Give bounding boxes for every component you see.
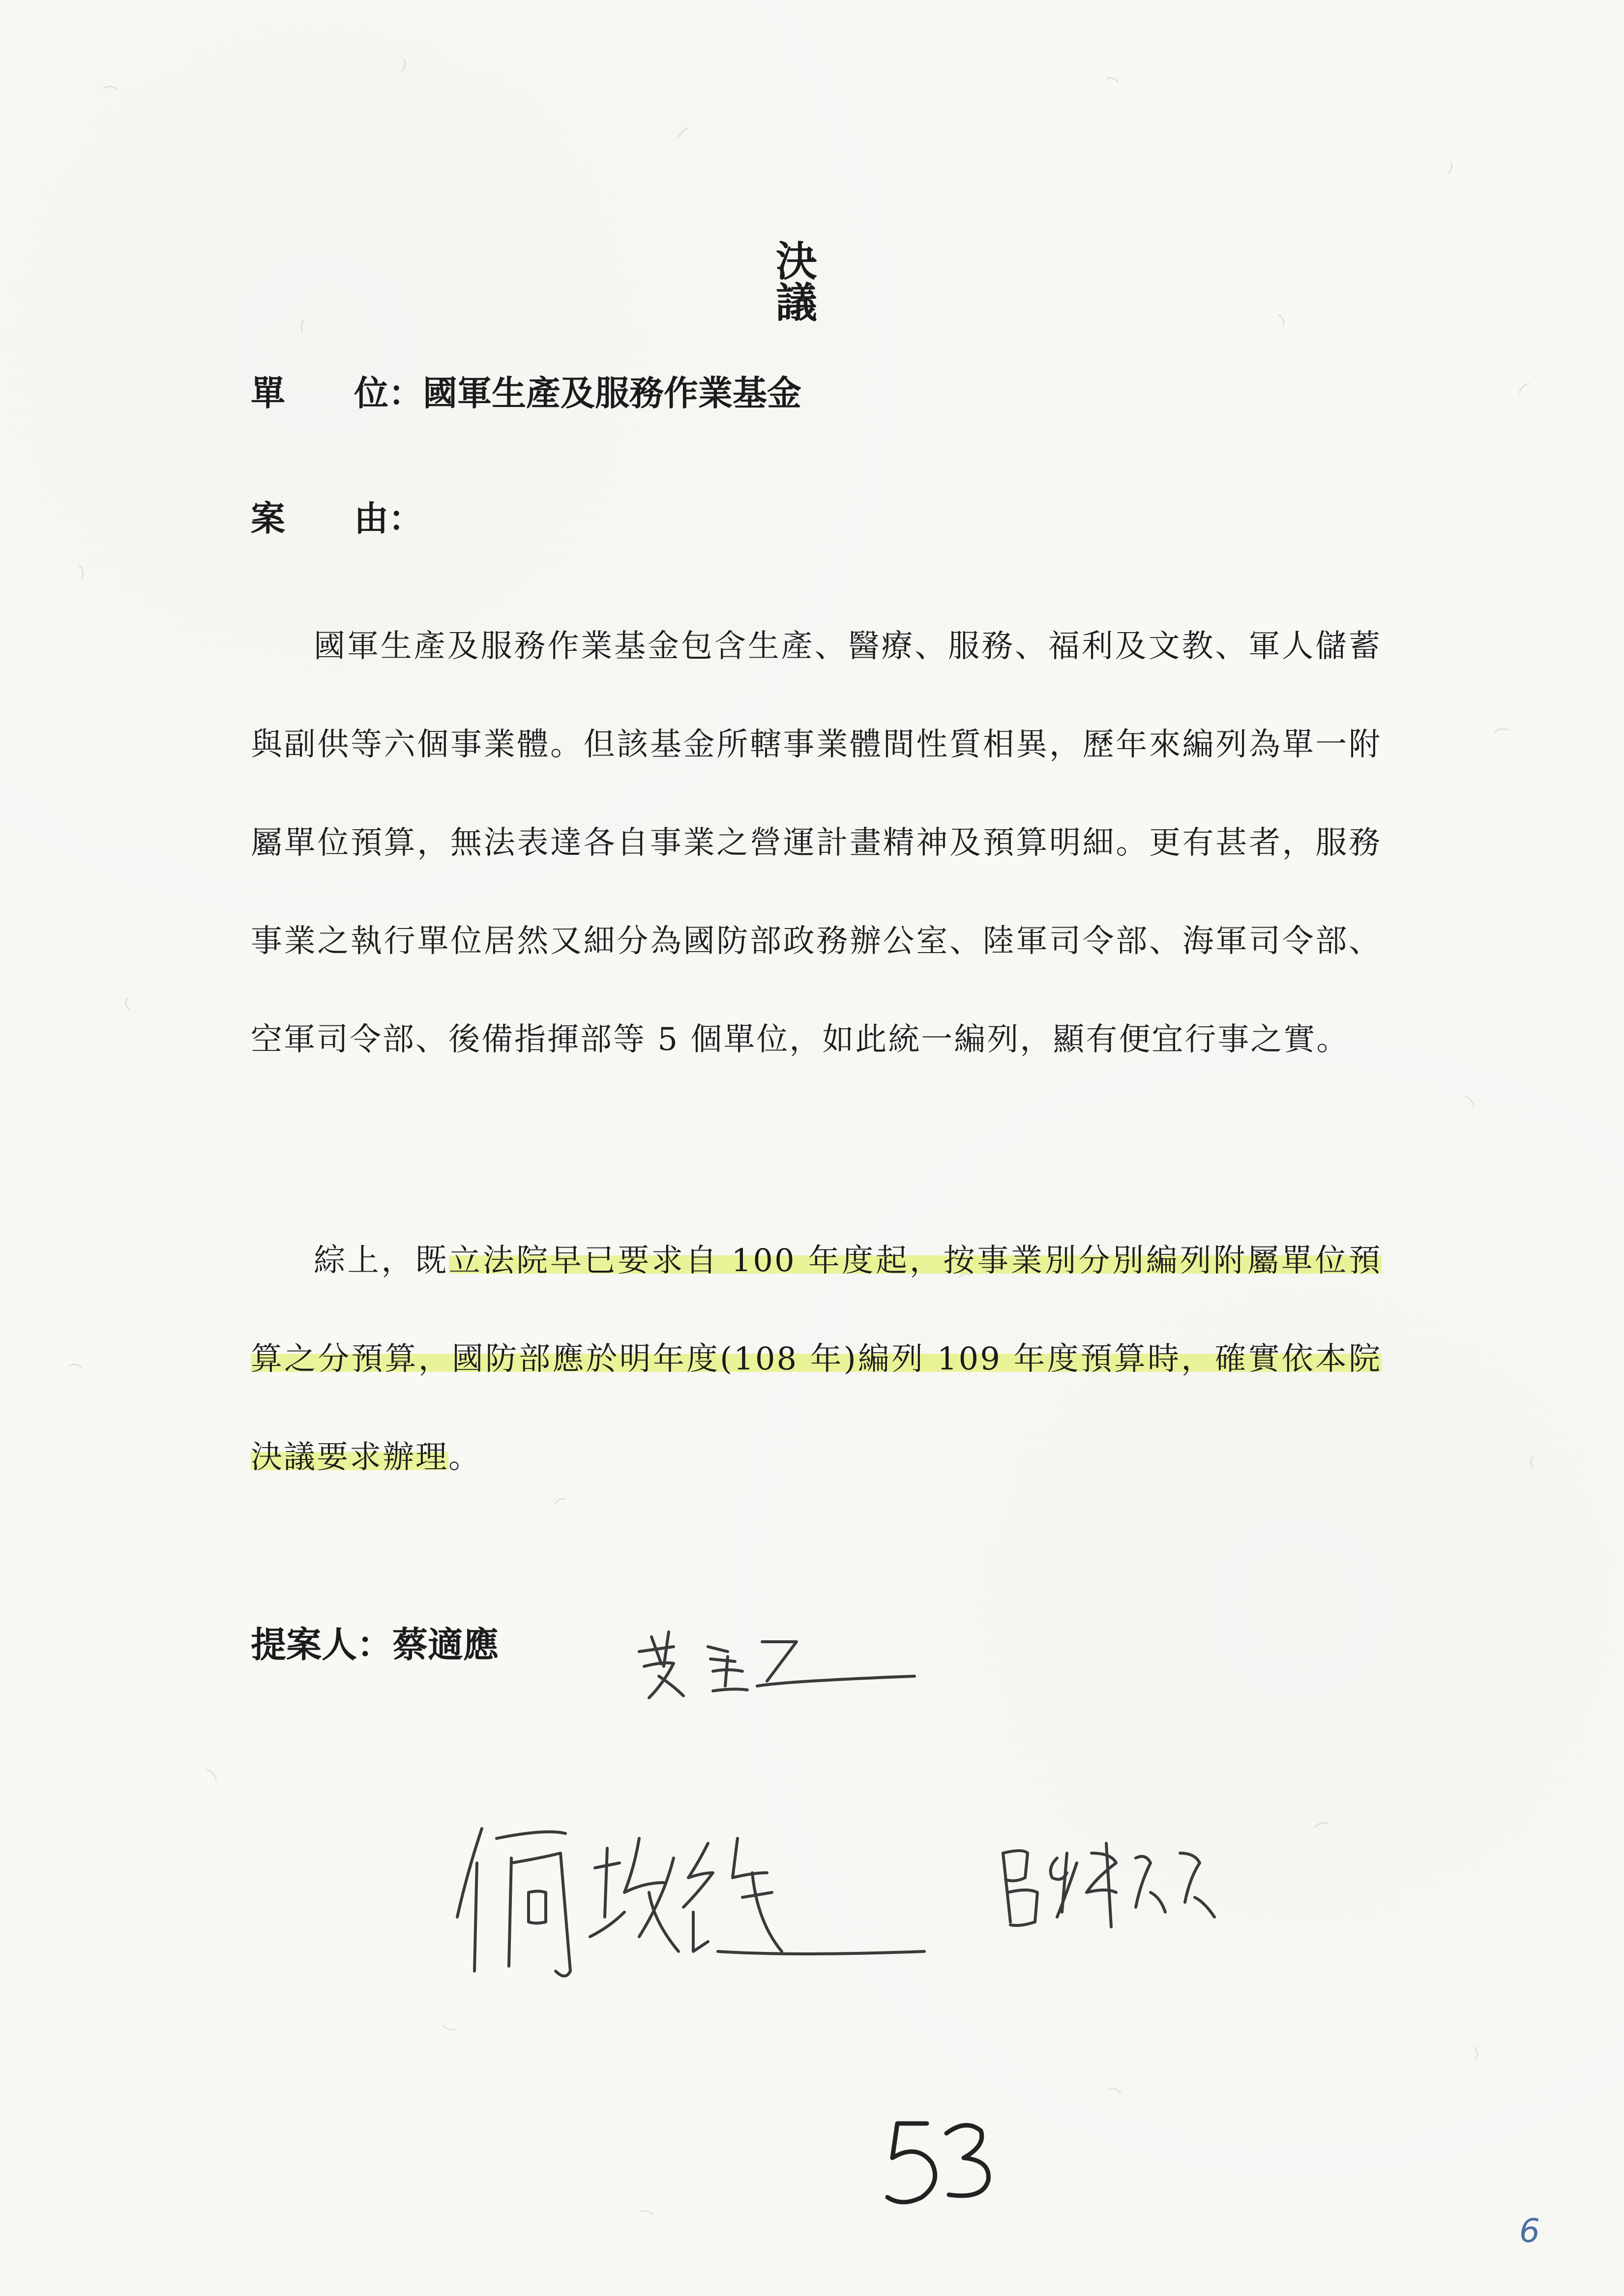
handwritten-page-number xyxy=(880,2114,998,2212)
signature-2 xyxy=(443,1809,983,1986)
highlighted-text: 立法院早已要求自 100 年度起，按事業別分別編列附屬單位預算之分預算，國防部應於明年度(108 年)編列 109 年度預算時，確實依本院決議要求辦理 xyxy=(251,1243,1382,1476)
reason-paragraph-2 xyxy=(251,1212,1382,1507)
reason-label: 案 由： xyxy=(251,498,423,539)
proposer-row xyxy=(251,1624,499,1665)
unit-value: 國軍生產及服務作業基金 xyxy=(423,373,801,413)
corner-page-number: 6 xyxy=(1519,2212,1540,2250)
proposer-name: 蔡適應 xyxy=(392,1624,499,1665)
unit-row xyxy=(251,373,801,413)
page-title: 決議 xyxy=(775,237,876,327)
signature-3 xyxy=(988,1824,1244,1951)
paragraph-2-prefix: 綜上，既 xyxy=(314,1243,449,1279)
reason-paragraph-1: 國軍生產及服務作業基金包含生產、醫療、服務、福利及文教、軍人儲蓄與副供等六個事業體。但該基金所轄事業體間性質相異，歷年來編列為單一附屬單位預算，無法表達各自事業之營運計畫精神及預算明細。更有甚者，服務事業之執行單位居然又細分為國防部政務辦公室、陸軍司令部、海軍司令部、空軍司令部、後備指揮部等 5 個單位，如此統一編列，顯有便宜行事之實。 xyxy=(251,628,1382,1058)
signature-1 xyxy=(624,1612,929,1711)
unit-label: 單 位： xyxy=(251,373,423,413)
reason-row xyxy=(251,498,423,539)
paragraph-2-suffix: 。 xyxy=(448,1439,481,1476)
proposer-label: 提案人： xyxy=(251,1624,393,1665)
